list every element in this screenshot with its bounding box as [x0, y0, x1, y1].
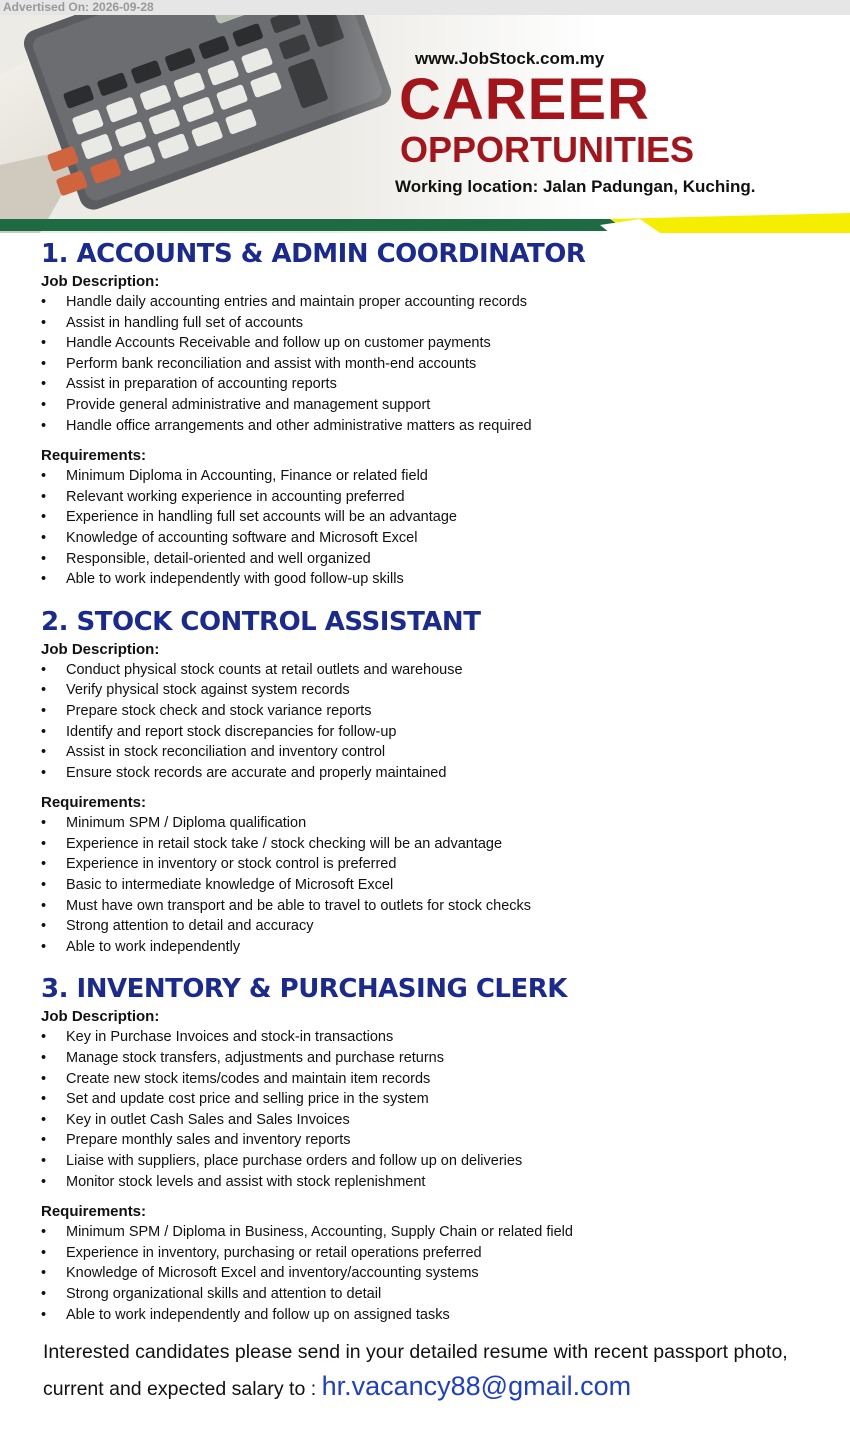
list-item: • Minimum Diploma in Accounting, Finance or related field [41, 466, 821, 487]
instructions-line-2 [43, 1369, 833, 1406]
list-item: • Liaise with suppliers, place purchase orders and follow up on deliveries [41, 1151, 821, 1172]
application-instructions [43, 1335, 833, 1406]
career-heading: CAREER [399, 67, 650, 132]
job-description-list [41, 292, 821, 436]
requirements-label: Requirements: [41, 447, 147, 465]
list-item: • Knowledge of accounting software and Microsoft Excel [41, 528, 821, 549]
list-item: • Create new stock items/codes and maintain item records [41, 1069, 821, 1090]
list-item: • Able to work independently [41, 937, 821, 958]
job-title: 2. STOCK CONTROL ASSISTANT [41, 606, 481, 637]
yellow-stripe [600, 213, 850, 233]
site-url: www.JobStock.com.my [415, 49, 605, 68]
career-banner [0, 15, 850, 233]
list-item: • Experience in inventory or stock control is preferred [41, 854, 821, 875]
job-description-label: Job Description: [41, 273, 160, 290]
list-item: • Assist in stock reconciliation and inventory control [41, 742, 821, 763]
list-item: • Identify and report stock discrepancies for follow-up [41, 722, 821, 743]
list-item: • Able to work independently and follow up on assigned tasks [41, 1305, 821, 1326]
list-item: • Verify physical stock against system records [41, 680, 821, 701]
list-item: • Able to work independently with good follow-up skills [41, 569, 821, 590]
list-item: • Strong organizational skills and attention to detail [41, 1284, 821, 1305]
job-description-label: Job Description: [41, 1008, 160, 1026]
green-stripe [0, 219, 640, 231]
list-item: • Strong attention to detail and accuracy [41, 916, 821, 937]
list-item: • Handle office arrangements and other administrative matters as required [41, 416, 821, 437]
requirements-list [41, 466, 821, 590]
list-item: • Prepare stock check and stock variance reports [41, 701, 821, 722]
list-item: • Experience in inventory, purchasing or retail operations preferred [41, 1243, 821, 1264]
requirements-list [41, 813, 821, 957]
job-section [41, 604, 821, 958]
list-item: • Assist in preparation of accounting reports [41, 374, 821, 395]
job-description-label: Job Description: [41, 640, 160, 658]
job-section [41, 236, 821, 590]
list-item: • Must have own transport and be able to travel to outlets for stock checks [41, 896, 821, 917]
contact-email-link[interactable]: hr.vacancy88@gmail.com [321, 1371, 632, 1401]
job-listings [41, 236, 821, 1339]
list-item: • Basic to intermediate knowledge of Microsoft Excel [41, 875, 821, 896]
list-item: • Provide general administrative and management support [41, 395, 821, 416]
list-item: • Ensure stock records are accurate and properly maintained [41, 763, 821, 784]
advertised-date: Advertised On: 2026-09-28 [0, 0, 850, 15]
job-description-list [41, 660, 821, 784]
opportunities-heading: OPPORTUNITIES [400, 129, 695, 170]
working-location: Working location: Jalan Padungan, Kuching. [395, 177, 756, 196]
list-item: • Key in outlet Cash Sales and Sales Invoices [41, 1110, 821, 1131]
instructions-line-2-text: current and expected salary to : [43, 1378, 322, 1400]
list-item: • Monitor stock levels and assist with stock replenishment [41, 1172, 821, 1193]
requirements-list [41, 1222, 821, 1325]
instructions-line-1: Interested candidates please send in your detailed resume with recent passport photo, [43, 1341, 788, 1363]
list-item: • Manage stock transfers, adjustments and purchase returns [41, 1048, 821, 1069]
job-title: 1. ACCOUNTS & ADMIN COORDINATOR [41, 239, 586, 269]
list-item: • Handle daily accounting entries and maintain proper accounting records [41, 292, 821, 313]
list-item: • Experience in handling full set accounts will be an advantage [41, 507, 821, 528]
list-item: • Relevant working experience in accounting preferred [41, 487, 821, 508]
list-item: • Minimum SPM / Diploma qualification [41, 813, 821, 834]
list-item: • Handle Accounts Receivable and follow up on customer payments [41, 333, 821, 354]
list-item: • Key in Purchase Invoices and stock-in transactions [41, 1027, 821, 1048]
list-item: • Set and update cost price and selling price in the system [41, 1089, 821, 1110]
list-item: • Prepare monthly sales and inventory reports [41, 1130, 821, 1151]
list-item: • Experience in retail stock take / stock checking will be an advantage [41, 834, 821, 855]
list-item: • Minimum SPM / Diploma in Business, Accounting, Supply Chain or related field [41, 1222, 821, 1243]
job-section [41, 971, 821, 1325]
list-item: • Conduct physical stock counts at retail outlets and warehouse [41, 660, 821, 681]
list-item: • Knowledge of Microsoft Excel and inventory/accounting systems [41, 1263, 821, 1284]
list-item: • Perform bank reconciliation and assist with month-end accounts [41, 354, 821, 375]
requirements-label: Requirements: [41, 1203, 147, 1221]
list-item: • Responsible, detail-oriented and well organized [41, 549, 821, 570]
job-title: 3. INVENTORY & PURCHASING CLERK [41, 974, 567, 1005]
list-item: • Assist in handling full set of accounts [41, 313, 821, 334]
job-description-list [41, 1027, 821, 1192]
requirements-label: Requirements: [41, 794, 147, 812]
